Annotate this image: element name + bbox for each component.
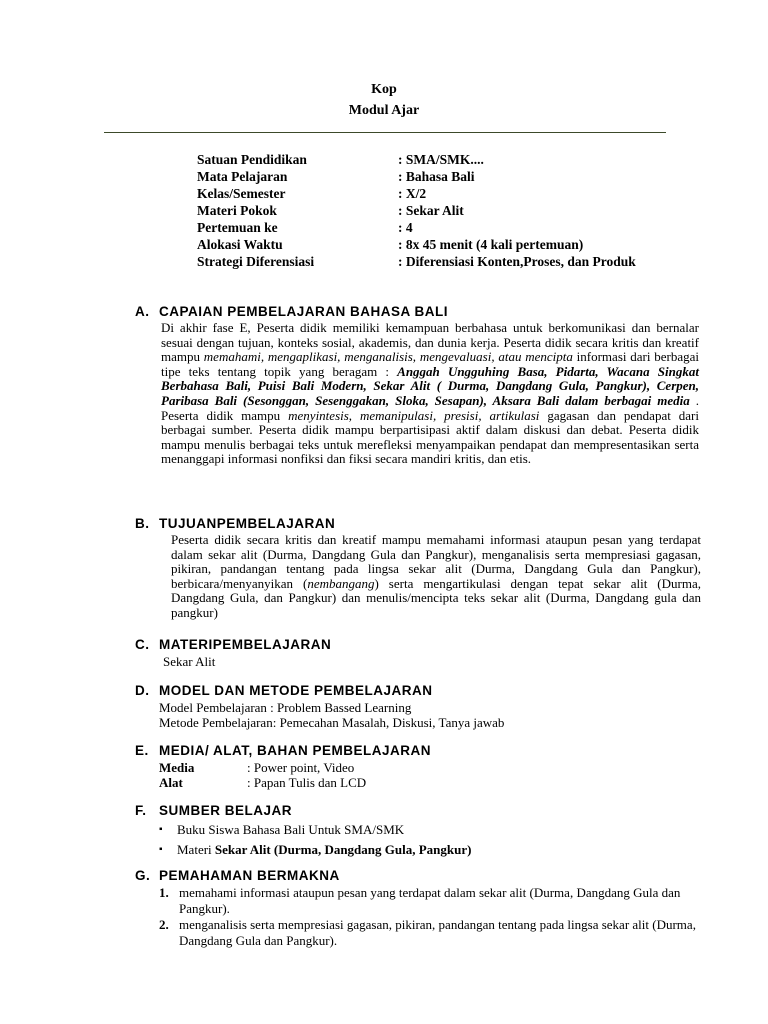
info-label: Satuan Pendidikan (197, 152, 307, 167)
section-materi (135, 636, 705, 669)
info-label: Alokasi Waktu (197, 237, 283, 252)
bullet-icon: ▪ (159, 824, 163, 835)
paragraph-text: Di akhir fase E, Peserta didik memiliki kemampuan berbahasa untuk berkomunikasi dan bernalar sesuai dengan tujuan, konteks sosial, akademis, dan dunia kerja. Peserta didik secara kritis dan kreatif mampu (161, 320, 699, 365)
section-title: MEDIA/ ALAT, BAHAN PEMBELAJARAN (159, 743, 431, 758)
paragraph-text: . Peserta didik mampu (161, 392, 700, 423)
paragraph-text: gagasan dan pendapat dari berbagai sumber. Peserta didik mampu berpartisipasi aktif dalam diskusi dan debat. Peserta didik mampu menulis berbagai teks untuk merefleksi menyampaikan pendapat dan mempresentasikan serta menanggapi informasi nonfiksi dan fiksi secara mandiri kritis, dan etis. (161, 407, 699, 467)
section-letter: F. (135, 803, 147, 818)
list-item-text (177, 840, 471, 860)
section-letter: A. (135, 304, 150, 319)
paragraph-text: informasi dari berbagai tipe teks tentang topik yang beragam : (161, 349, 699, 379)
paragraph-bold-italic: Anggah Ungguhing Basa, Pidarta, Wacana Singkat Berbahasa Bali, Puisi Bali Modern, Sekar Alit ( Durma, Dangdang Gula, Pangkur), Cerpen, Paribasa Bali (Sesonggan, Sesenggakan, Sloka, Sesapan), Aksara Bali dalam berbagai media (161, 363, 699, 408)
numbered-item (159, 917, 705, 949)
paragraph-text: ) serta mengartikulasi dengan tepat sekar alit (Durma, Dangdang Gula, dan Pangkur) dan menulis/mencipta teks sekar alit (Durma, Dangdang gula dan pangkur) (171, 575, 701, 620)
capaian-paragraph (161, 321, 699, 467)
paragraph-text: Peserta didik secara kritis dan kreatif mampu memahami informasi ataupun pesan yang terdapat dalam sekar alit (Durma, Dangdang Gula dan Pangkur), menganalisis serta mempresiasi gagasan, pikiran, pandangan tentang pada lingsa sekar alit (Durma, Dangdang Gula dan Pangkur), berbicara/menyanyikan ( (171, 532, 701, 591)
section-heading (135, 303, 705, 321)
media-value: : Power point, Video (247, 760, 355, 775)
section-tujuan (135, 515, 705, 621)
section-heading (135, 867, 705, 885)
info-label: Kelas/Semester (197, 186, 286, 201)
item-text: menganalisis serta mempresiasi gagasan, pikiran, pandangan tentang pada lingsa sekar alit (Durma, Dangdang Gula dan Pangkur). (179, 917, 696, 948)
alat-label: Alat (159, 775, 183, 790)
model-line: Model Pembelajaran : Problem Bassed Learning (159, 700, 412, 715)
info-value: : SMA/SMK.... (398, 152, 484, 167)
section-letter: C. (135, 637, 150, 652)
tujuan-paragraph (171, 533, 701, 621)
info-value: : 4 (398, 220, 413, 235)
info-value: : Bahasa Bali (398, 169, 475, 184)
info-label: Materi Pokok (197, 203, 277, 218)
alat-value: : Papan Tulis dan LCD (247, 775, 367, 790)
section-letter: G. (135, 868, 151, 883)
metode-line: Metode Pembelajaran: Pemecahan Masalah, Diskusi, Tanya jawab (159, 715, 505, 730)
section-title: TUJUANPEMBELAJARAN (159, 516, 336, 531)
section-heading (135, 636, 705, 654)
document-title: Modul Ajar (348, 103, 420, 118)
section-sumber (135, 802, 705, 860)
item-text: memahami informasi ataupun pesan yang terdapat dalam sekar alit (Durma, Dangdang Gula dan Pangkur). (179, 885, 681, 916)
media-row (159, 760, 705, 775)
section-media (135, 742, 705, 790)
section-title: MATERIPEMBELAJARAN (159, 637, 332, 652)
list-item (155, 840, 705, 860)
info-value: : Sekar Alit (398, 203, 464, 218)
section-model (135, 682, 705, 730)
info-label: Mata Pelajaran (197, 169, 288, 184)
section-letter: D. (135, 683, 150, 698)
section-title: SUMBER BELAJAR (159, 803, 293, 818)
section-heading (135, 682, 705, 700)
info-value: : Diferensiasi Konten,Proses, dan Produk (398, 254, 636, 269)
section-heading (135, 802, 705, 820)
list-item (155, 820, 705, 840)
section-title: PEMAHAMAN BERMAKNA (159, 868, 340, 883)
section-capaian (135, 303, 705, 467)
item-number: 2. (159, 917, 169, 932)
section-title: MODEL DAN METODE PEMBELAJARAN (159, 683, 433, 698)
numbered-item (159, 885, 705, 917)
item-number: 1. (159, 885, 169, 900)
materi-text: Sekar Alit (163, 654, 216, 669)
section-letter: E. (135, 743, 149, 758)
bullet-icon: ▪ (159, 844, 163, 855)
section-heading (135, 515, 705, 533)
header-divider (104, 132, 666, 133)
paragraph-italic: menyintesis, memanipulasi, presisi, artikulasi (288, 407, 540, 423)
alat-row (159, 775, 705, 790)
media-label: Media (159, 760, 195, 775)
list-item-text: Buku Siswa Bahasa Bali Untuk SMA/SMK (177, 822, 405, 837)
info-label: Pertemuan ke (197, 220, 278, 235)
info-label: Strategi Diferensiasi (197, 254, 315, 269)
list-item-prefix: Materi (177, 842, 215, 857)
paragraph-italic: memahami, mengaplikasi, menganalisis, mengevaluasi, atau mencipta (203, 349, 573, 365)
section-letter: B. (135, 516, 150, 531)
section-heading (135, 742, 705, 760)
info-value: : 8x 45 menit (4 kali pertemuan) (398, 237, 584, 252)
paragraph-italic: nembangang (307, 575, 375, 591)
kop-label: Kop (371, 82, 397, 97)
section-pemahaman (135, 867, 705, 949)
info-value: : X/2 (398, 186, 427, 201)
list-item-bold: Sekar Alit (Durma, Dangdang Gula, Pangkur) (214, 842, 472, 857)
section-title: CAPAIAN PEMBELAJARAN BAHASA BALI (159, 304, 449, 319)
